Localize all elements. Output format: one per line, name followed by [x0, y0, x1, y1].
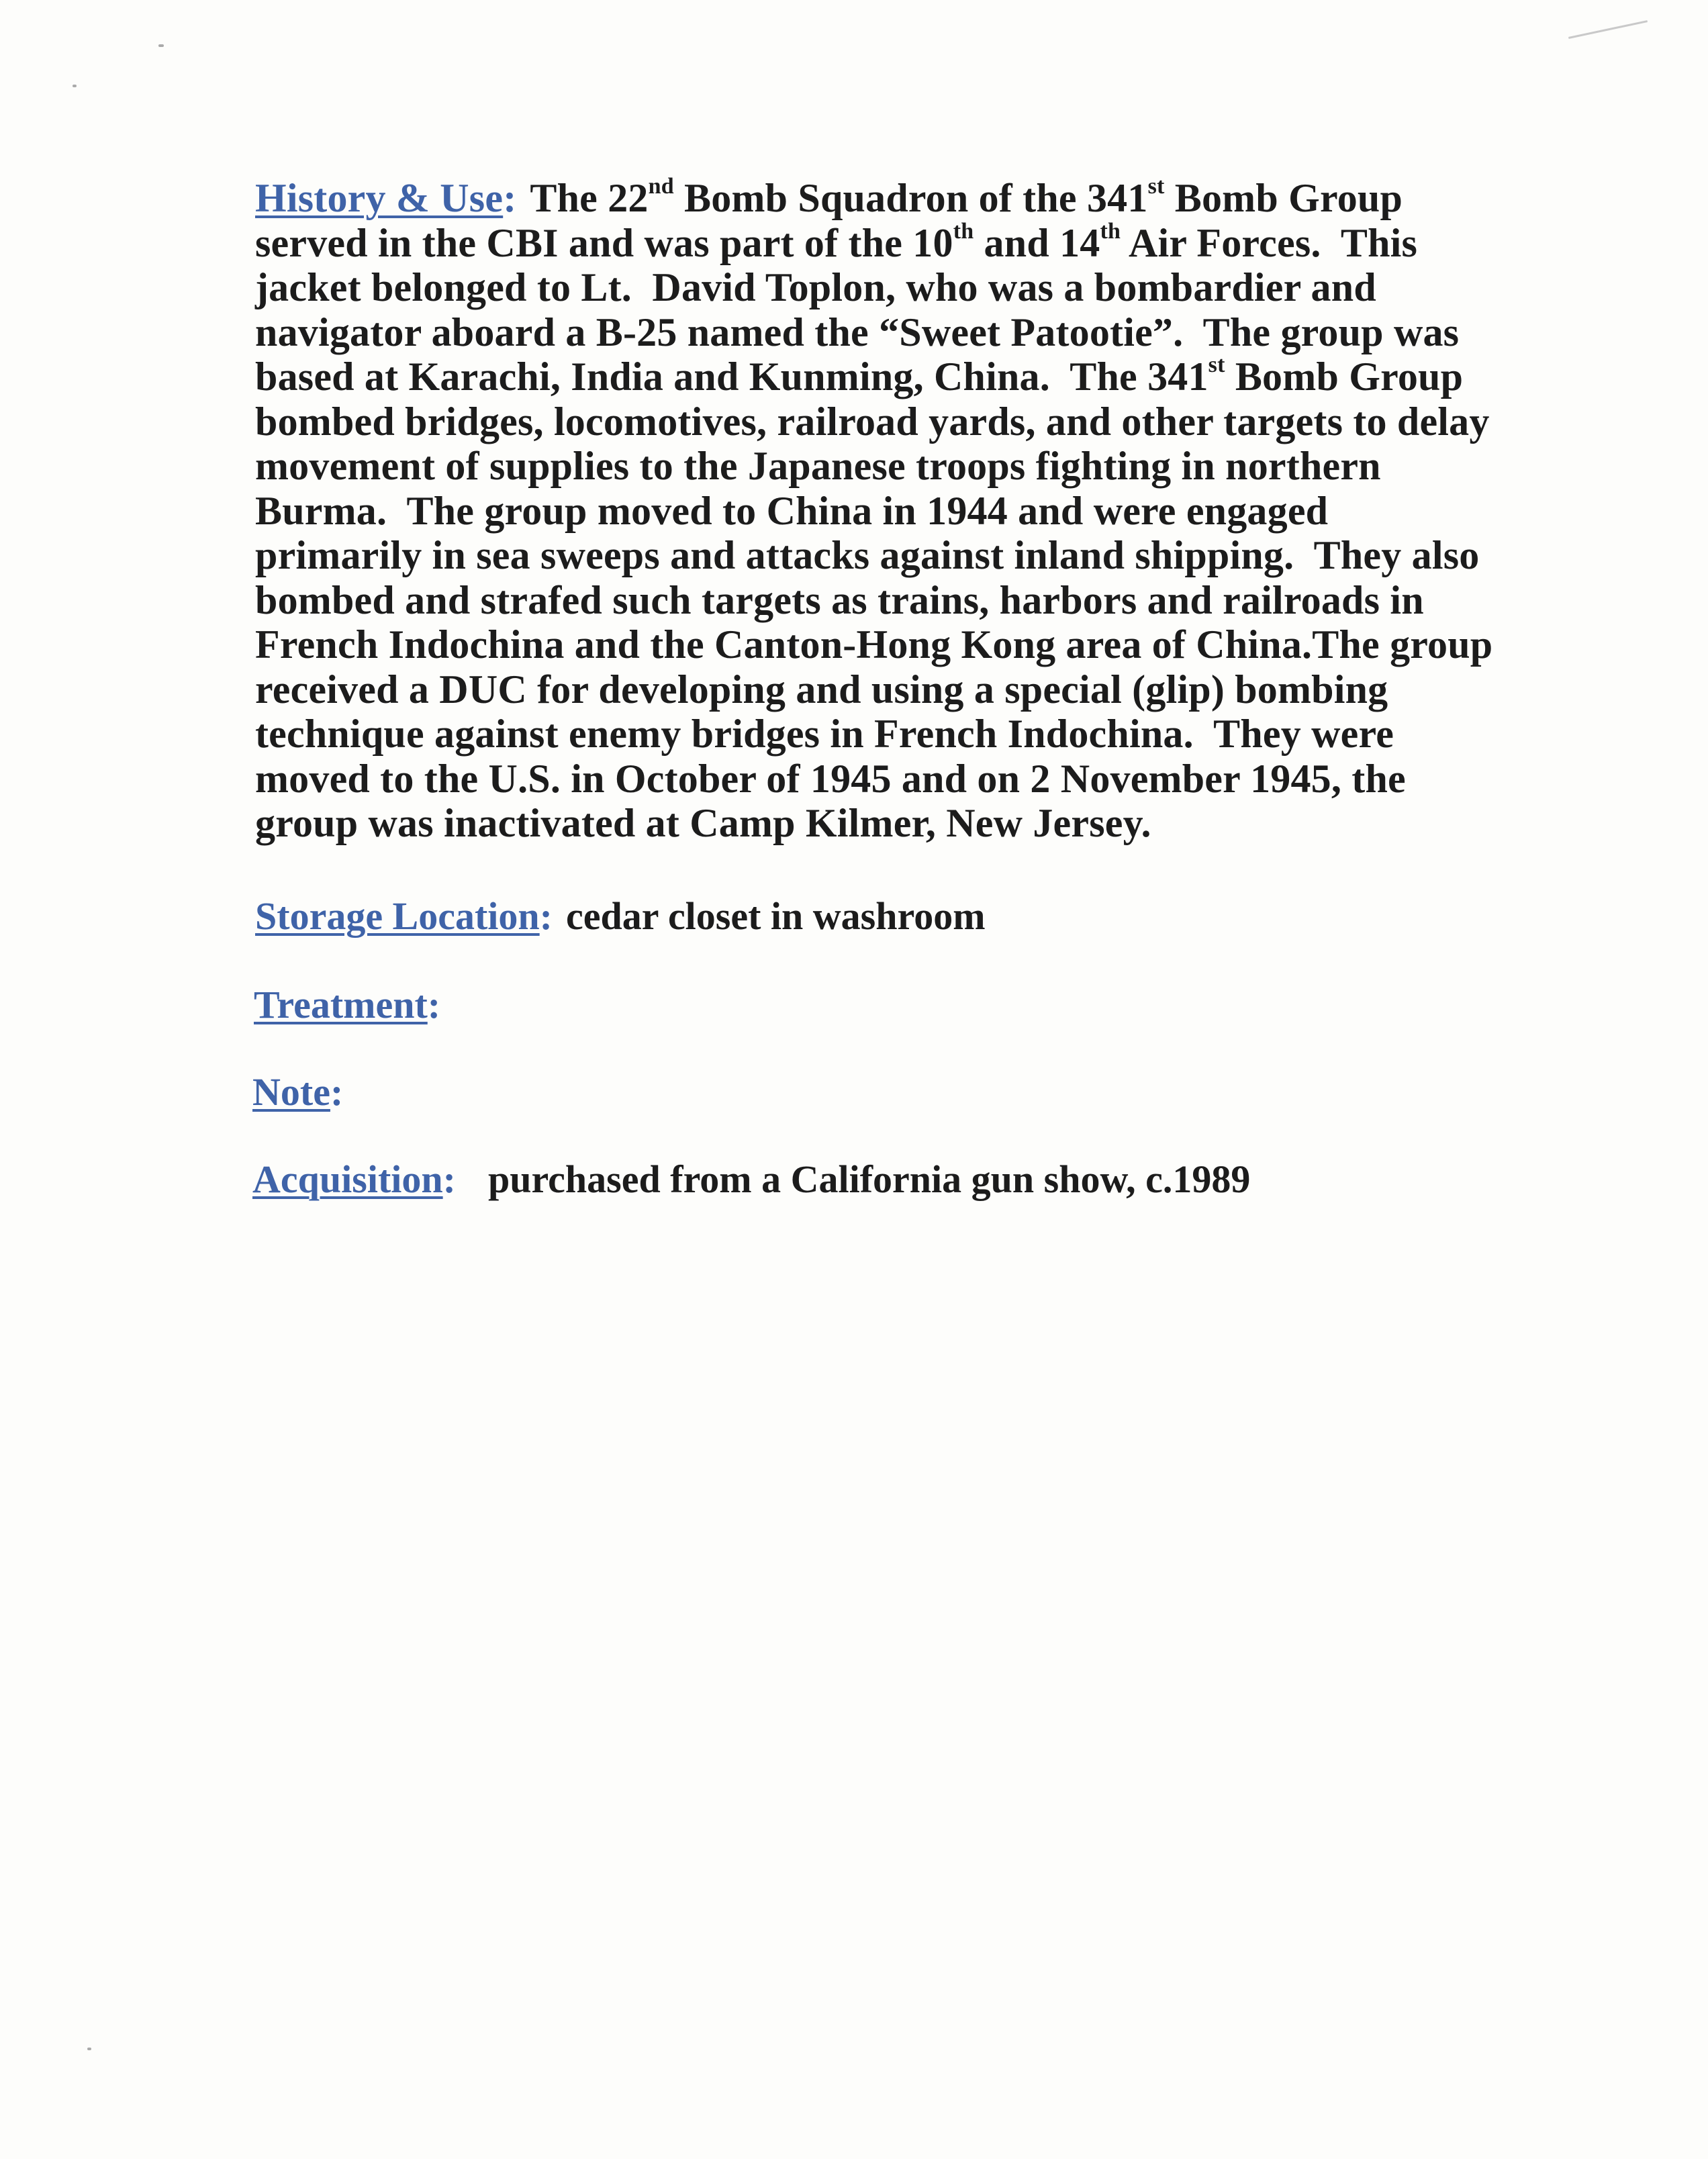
history-text: group was inactivated at Camp Kilmer, New Jersey.: [255, 801, 1151, 845]
corner-fold-mark: [1564, 1, 1648, 39]
history-line: [255, 667, 1464, 712]
treatment-field: [254, 983, 1464, 1027]
ordinal-suffix: st: [1208, 352, 1225, 377]
history-text: The 22: [530, 176, 649, 220]
scan-speck: [87, 2048, 91, 2050]
ordinal-suffix: st: [1147, 174, 1165, 199]
history-line: [255, 310, 1464, 355]
acquisition-field: [252, 1157, 1464, 1202]
history-text: Air Forces. This: [1121, 220, 1418, 265]
history-use-label: History & Use:: [255, 176, 517, 220]
history-line: [255, 801, 1464, 846]
history-text: served in the CBI and was part of the 10: [255, 220, 953, 265]
history-paragraph: [255, 174, 1493, 846]
history-line: [255, 354, 1464, 399]
treatment-label: Treatment:: [254, 982, 441, 1026]
ordinal-suffix: th: [1100, 218, 1121, 244]
history-text: Burma. The group moved to China in 1944 and were engaged: [255, 488, 1329, 533]
history-text: jacket belonged to Lt. David Toplon, who was a bombardier and: [255, 265, 1376, 309]
history-line: [255, 489, 1464, 534]
history-line: [255, 533, 1480, 578]
history-section: [255, 174, 1493, 846]
history-line: [255, 176, 1464, 221]
history-text: based at Karachi, India and Kunming, China. The 341: [255, 354, 1208, 399]
storage-location-label: Storage Location:: [255, 894, 553, 938]
history-line: [255, 218, 1464, 266]
history-text: and 14: [974, 220, 1100, 265]
ordinal-suffix: nd: [648, 174, 674, 199]
scan-speck: [158, 44, 164, 47]
note-field: [252, 1070, 1464, 1114]
history-text: French Indochina and the Canton-Hong Kong area of China.The group: [255, 622, 1493, 667]
history-text: Bomb Group: [1164, 176, 1403, 220]
history-line: [255, 578, 1464, 623]
storage-location-value: cedar closet in washroom: [566, 894, 986, 938]
scan-speck: [73, 85, 77, 87]
history-text: primarily in sea sweeps and attacks against inland shipping. They also: [255, 533, 1480, 577]
history-text: navigator aboard a B-25 named the “Sweet Patootie”. The group was: [255, 309, 1460, 354]
history-line: [255, 265, 1464, 310]
history-text: technique against enemy bridges in French Indochina. They were: [255, 712, 1394, 756]
record-content: [252, 174, 1493, 1202]
acquisition-value: purchased from a California gun show, c.1989: [487, 1157, 1251, 1201]
acquisition-label: Acquisition:: [252, 1157, 456, 1201]
history-text: Bomb Group: [1225, 354, 1464, 399]
history-text: movement of supplies to the Japanese troops fighting in northern: [255, 444, 1381, 488]
storage-location-field: [255, 894, 1464, 939]
ordinal-suffix: th: [953, 218, 974, 244]
history-text: Bomb Squadron of the 341: [673, 176, 1148, 220]
note-label: Note:: [252, 1069, 344, 1114]
history-text: moved to the U.S. in October of 1945 and on 2 November 1945, the: [255, 756, 1406, 801]
history-text: received a DUC for developing and using a special (glip) bombing: [255, 667, 1388, 712]
history-line: [255, 444, 1464, 489]
history-text: bombed and strafed such targets as trains, harbors and railroads in: [255, 577, 1424, 622]
history-text: bombed bridges, locomotives, railroad yards, and other targets to delay: [255, 399, 1490, 444]
history-line: [255, 712, 1464, 757]
history-line: [255, 757, 1464, 802]
history-line: [255, 399, 1490, 444]
history-line: [255, 622, 1493, 667]
